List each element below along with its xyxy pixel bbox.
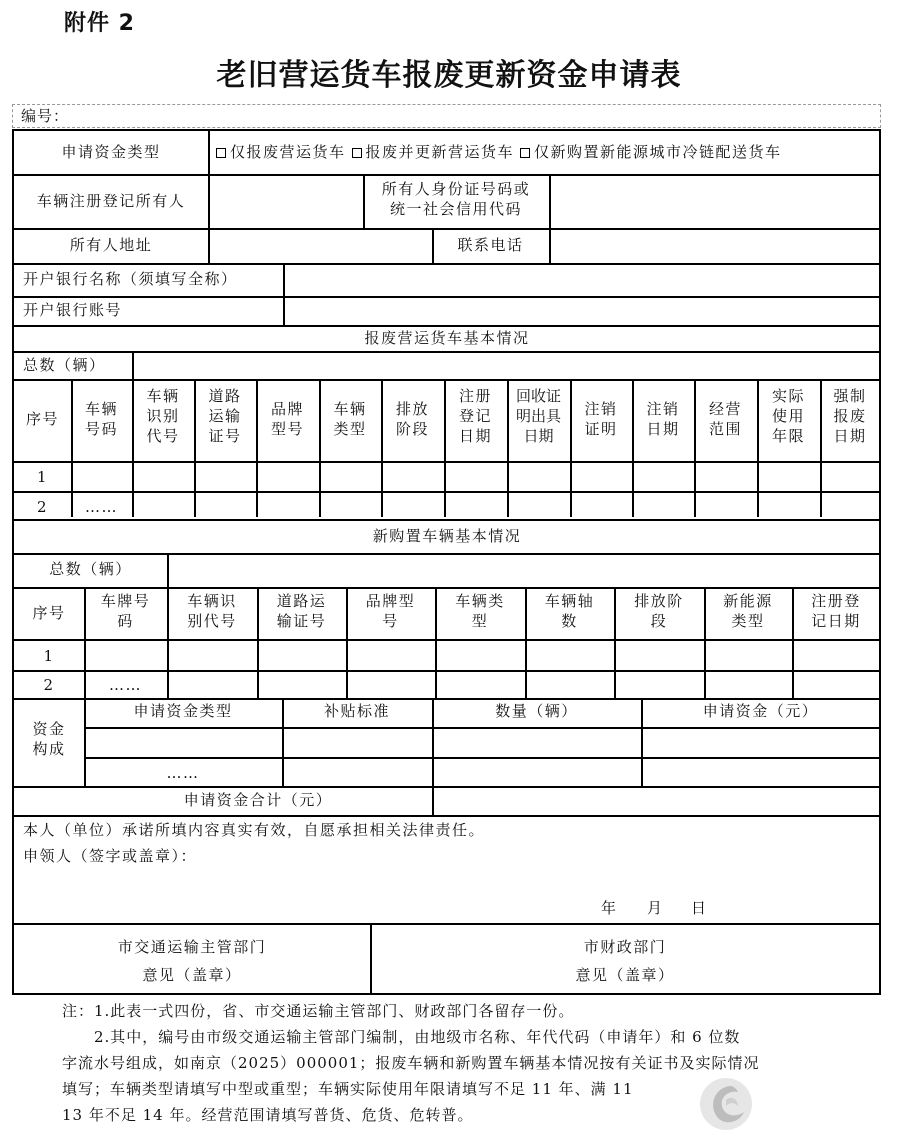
col-header: 车辆类 型	[455, 592, 505, 630]
fund-type-options	[216, 142, 782, 162]
col-header: 车辆 识别 代号	[146, 387, 180, 445]
note-line: 注：1.此表一式四份，省、市交通运输主管部门、财政部门各留存一份。	[62, 1002, 575, 1020]
col-header: 新能源 类型	[723, 592, 773, 630]
col-header: 经营 范围	[708, 400, 742, 438]
col-header: 注册登 记日期	[811, 592, 861, 630]
col-header: 车辆轴 数	[544, 592, 595, 630]
scrapped-row-1-index: 1	[36, 468, 49, 486]
col-header: 车辆 类型	[333, 400, 367, 438]
scrapped-total-label: 总数（辆）	[23, 356, 106, 374]
funding-total-label: 申请资金合计（元）	[183, 791, 333, 809]
application-form	[12, 129, 881, 995]
col-header: 注销 证明	[584, 400, 618, 438]
funding-ellipsis: ……	[166, 764, 200, 782]
date-day: 日	[691, 899, 708, 917]
owner-name-label: 车辆注册登记所有人	[36, 192, 186, 210]
checkbox-icon[interactable]	[520, 148, 530, 158]
col-header: 品牌型 号	[365, 592, 416, 630]
watermark-logo-icon	[700, 1078, 752, 1130]
fund-option-scrap-only[interactable]: 仅报废营运货车	[216, 142, 346, 162]
date-year: 年	[601, 899, 618, 917]
fund-option-scrap-renew[interactable]: 报废并更新营运货车	[352, 142, 515, 162]
funding-header-quantity: 数量（辆）	[495, 702, 578, 720]
scrapped-section-title: 报废营运货车基本情况	[364, 329, 530, 347]
attachment-label: 附件 2	[64, 11, 135, 36]
col-header: 注销 日期	[646, 400, 680, 438]
bank-name-label: 开户银行名称（须填写全称）	[23, 270, 238, 288]
scrapped-row-2-ellipsis: ……	[85, 498, 118, 516]
form-title: 老旧营运货车报废更新资金申请表	[216, 58, 682, 93]
col-header: 排放阶 段	[634, 592, 684, 630]
funding-header-amount: 申请资金（元）	[702, 702, 819, 720]
transport-dept-opinion: 市交通运输主管部门 意见（盖章）	[117, 938, 267, 984]
new-row-1-index: 1	[43, 647, 55, 665]
fund-option-new-ev[interactable]: 仅新购置新能源城市冷链配送货车	[520, 142, 782, 162]
checkbox-icon[interactable]	[216, 148, 226, 158]
new-vehicle-total-label: 总数（辆）	[49, 560, 132, 578]
col-header: 车牌号 码	[100, 592, 151, 630]
contact-phone-label: 联系电话	[457, 236, 524, 254]
col-header: 实际 使用 年限	[771, 387, 805, 445]
funding-header-standard: 补贴标准	[323, 702, 390, 720]
col-header: 回收证 明出具 日期	[515, 387, 561, 445]
col-header: 道路 运输 证号	[208, 387, 242, 445]
col-header: 序号	[25, 410, 59, 428]
funding-header-type: 申请资金类型	[133, 702, 233, 720]
note-line: 字流水号组成，如南京（2025）000001；报废车辆和新购置车辆基本情况按有关证书及实际情况	[62, 1054, 760, 1072]
pledge-text: 本人（单位）承诺所填内容真实有效，自愿承担相关法律责任。	[23, 821, 486, 839]
date-month: 月	[647, 899, 664, 917]
note-line: 13 年不足 14 年。经营范围请填写普货、危货、危转普。	[62, 1106, 474, 1124]
col-header: 强制 报废 日期	[833, 387, 867, 445]
new-row-2-ellipsis: ……	[109, 676, 142, 694]
col-header: 品牌 型号	[270, 400, 304, 438]
col-header: 道路运 输证号	[276, 592, 327, 630]
scrapped-row-2-index: 2	[36, 498, 49, 516]
col-header: 注册 登记 日期	[458, 387, 492, 445]
col-header: 车辆识 别代号	[187, 592, 237, 630]
signer-label: 申领人（签字或盖章）：	[23, 847, 198, 865]
note-line: 2.其中，编号由市级交通运输主管部门编制，由地级市名称、年代代码（申请年）和 6 位数	[62, 1028, 741, 1046]
col-header: 车辆 号码	[84, 400, 118, 438]
finance-dept-opinion: 市财政部门 意见（盖章）	[575, 938, 675, 984]
new-row-2-index: 2	[43, 676, 55, 694]
note-line: 填写；车辆类型请填写中型或重型；车辆实际使用年限请填写不足 11 年、满 11	[62, 1080, 634, 1098]
col-header: 序号	[32, 604, 66, 622]
owner-id-label: 所有人身份证号码或 统一社会信用代码	[381, 180, 531, 218]
new-vehicle-section-title: 新购置车辆基本情况	[372, 527, 522, 545]
checkbox-icon[interactable]	[352, 148, 362, 158]
fund-type-label: 申请资金类型	[61, 143, 161, 161]
col-header: 排放 阶段	[395, 400, 429, 438]
funding-label: 资金 构成	[32, 720, 66, 758]
numbering-field[interactable]: 编号：	[12, 104, 881, 128]
bank-account-label: 开户银行账号	[23, 301, 123, 319]
owner-address-label: 所有人地址	[69, 236, 153, 254]
